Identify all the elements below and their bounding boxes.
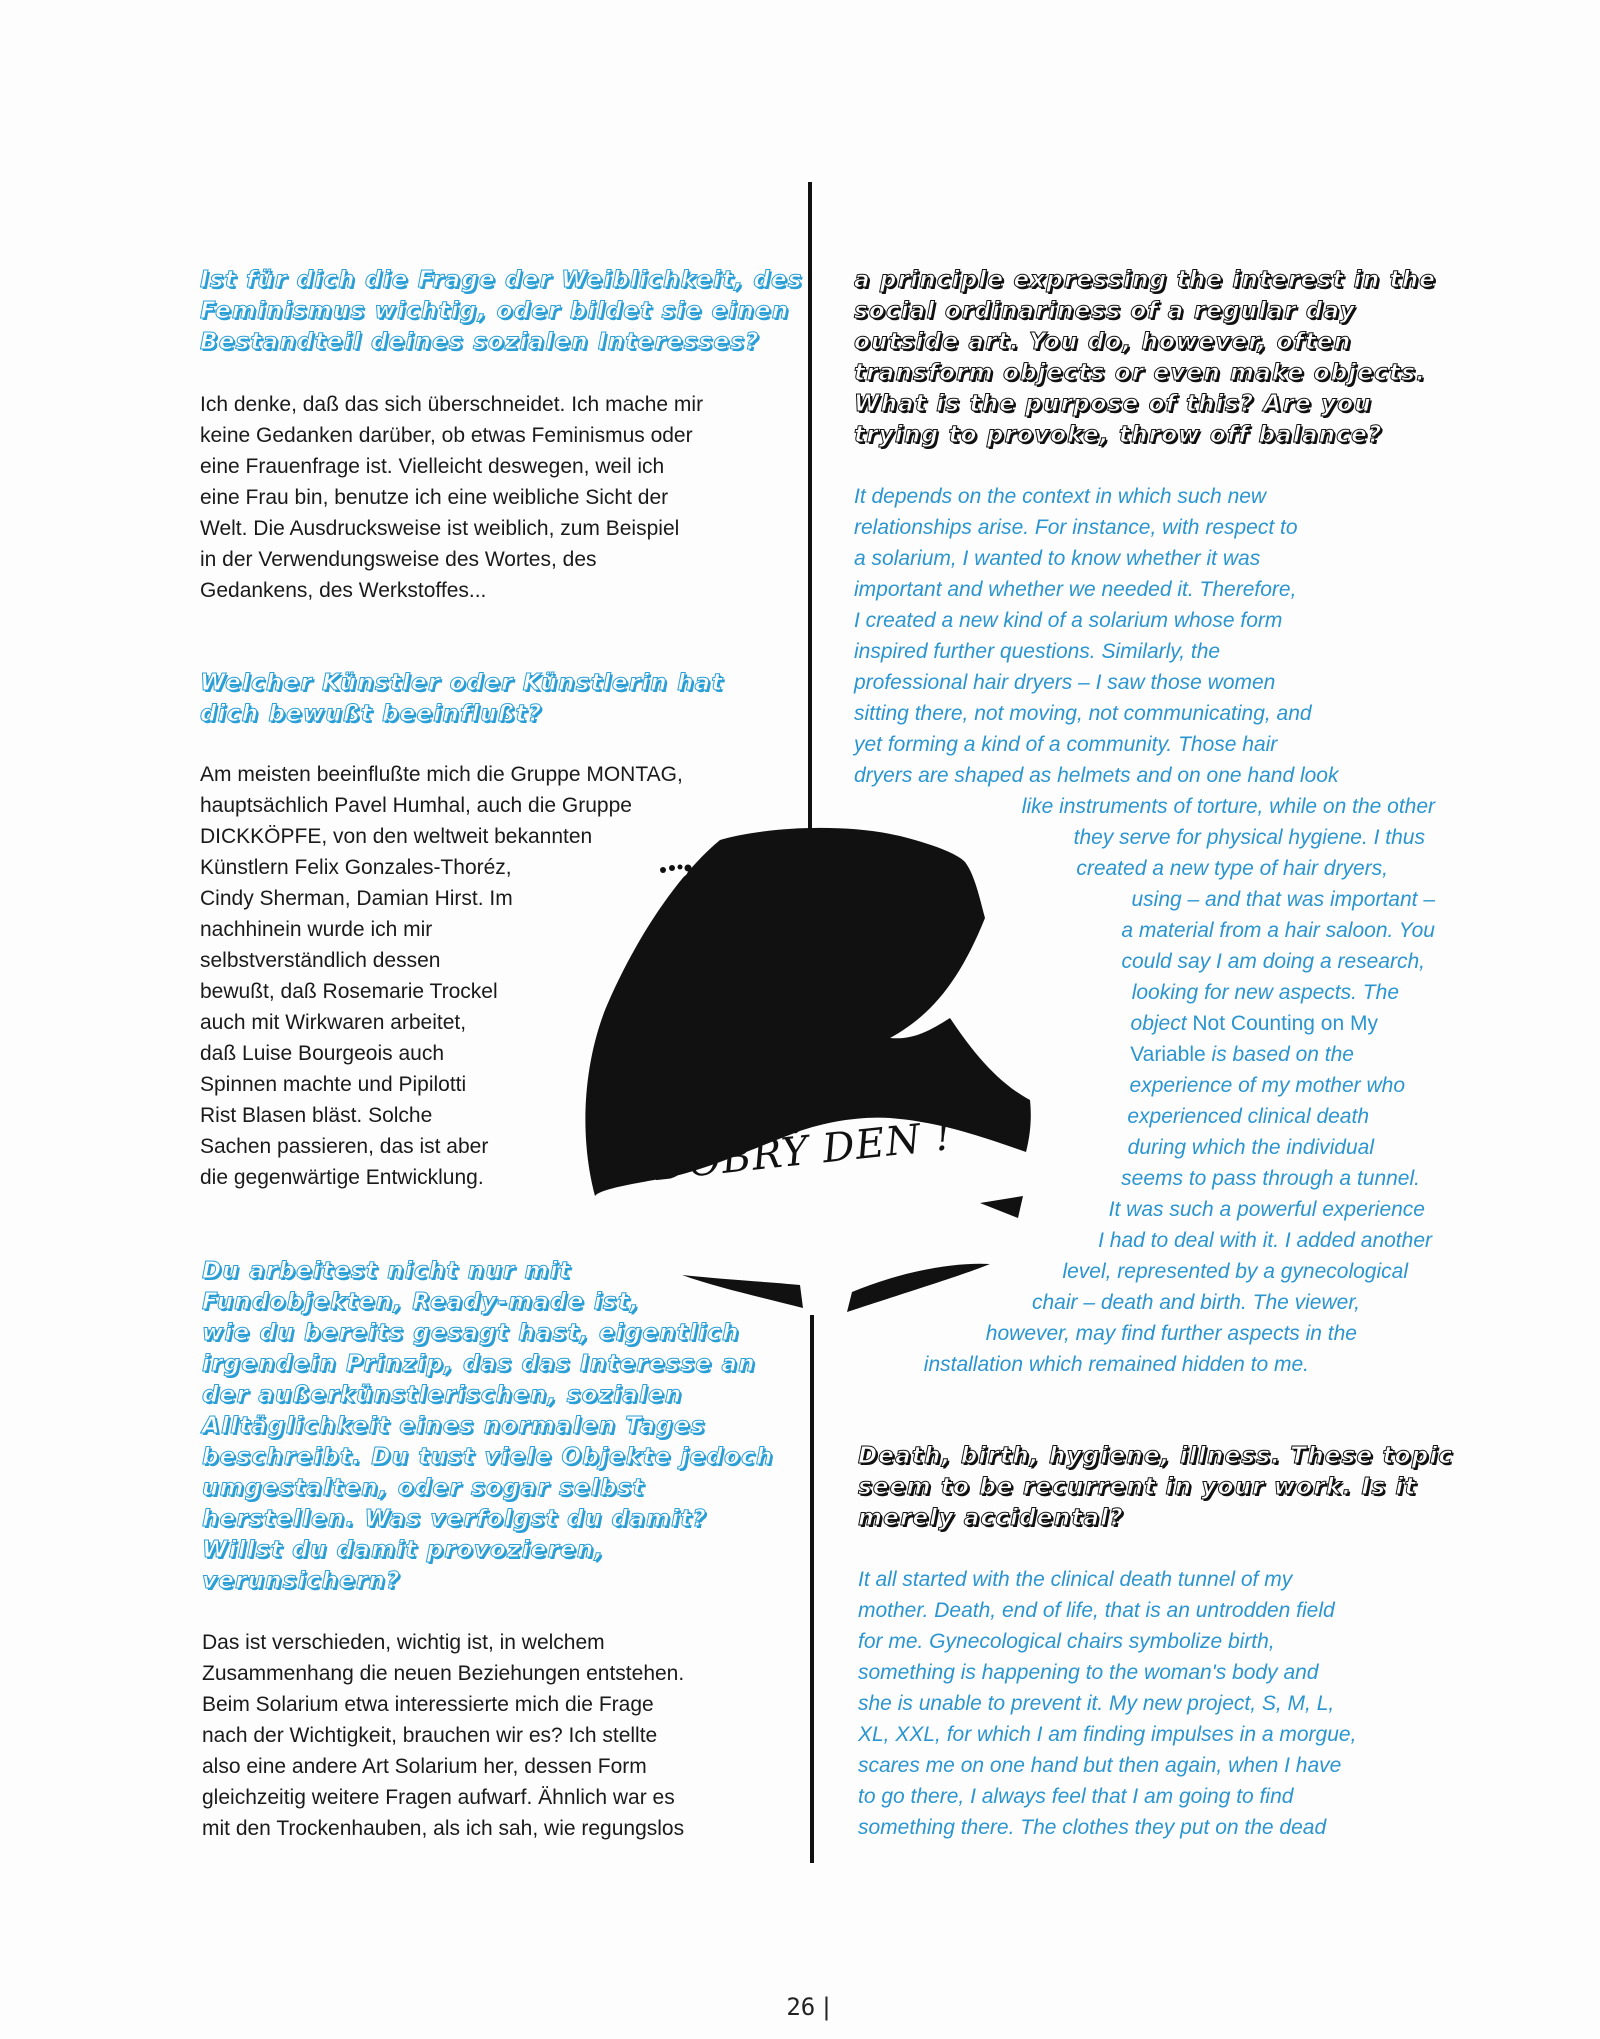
right-answer-2 (858, 1564, 1356, 1843)
text-line: she is unable to prevent it. My new project, S, M, L, (858, 1692, 1335, 1715)
text-line: inspired further questions. Similarly, the (854, 640, 1221, 663)
handwriting-greeting: DOBRÝ DEN ! (652, 1112, 955, 1190)
text-line: looking for new aspects. The (1131, 981, 1399, 1004)
text-line: Welt. Die Ausdrucksweise ist weiblich, zum Beispiel (200, 517, 680, 540)
text-line: Fundobjekten, Ready-made ist, (202, 1289, 640, 1315)
text-line: selbstverständlich dessen (200, 949, 441, 972)
text-line: Das ist verschieden, wichtig ist, in welchem (202, 1631, 605, 1654)
text-line: Zusammenhang die neuen Beziehungen entstehen. (202, 1662, 685, 1685)
text-line: eine Frauenfrage ist. Vielleicht deswegen, weil ich (200, 455, 665, 478)
text-line: dryers are shaped as helmets and on one hand look (854, 764, 1339, 787)
text-line: nach der Wichtigkeit, brauchen wir es? Ich stellte (202, 1724, 658, 1747)
text-line: sitting there, not moving, not communicating, and (854, 702, 1312, 725)
text-line: social ordinariness of a regular day (854, 298, 1356, 324)
text-line: transform objects or even make objects. (854, 360, 1427, 386)
text-line: auch mit Wirkwaren arbeitet, (200, 1011, 467, 1034)
text-line: daß Luise Bourgeois auch (200, 1042, 444, 1065)
text-line: It all started with the clinical death tunnel of my (858, 1568, 1293, 1591)
text-line: bewußt, daß Rosemarie Trockel (200, 980, 498, 1003)
text-line: hauptsächlich Pavel Humhal, auch die Gruppe (200, 794, 632, 817)
text-line (0, 1008, 1378, 1039)
text-line: wie du bereits gesagt hast, eigentlich (202, 1320, 740, 1346)
text-line: keine Gedanken darüber, ob etwas Feminismus oder (200, 424, 693, 447)
column-divider-bottom (810, 1315, 814, 1863)
text-line: DICKKÖPFE, von den weltweit bekannten (200, 825, 593, 848)
left-question-2 (200, 668, 724, 730)
text-fragment: object (1130, 1012, 1193, 1035)
text-line: important and whether we needed it. Therefore, (854, 578, 1297, 601)
text-line: experienced clinical death (1127, 1105, 1369, 1128)
text-line: die gegenwärtige Entwicklung. (200, 1166, 484, 1189)
text-line: beschreibt. Du tust viele Objekte jedoch (202, 1444, 774, 1470)
left-answer-3 (202, 1627, 684, 1844)
text-line: they serve for physical hygiene. I thus (1073, 826, 1425, 849)
text-line: der außerkünstlerischen, sozialen (202, 1382, 683, 1408)
text-line: yet forming a kind of a community. Those hair (854, 733, 1278, 756)
text-line: Am meisten beeinflußte mich die Gruppe MONTAG, (200, 763, 683, 786)
text-line: merely accidental? (858, 1505, 1124, 1531)
text-line: relationships arise. For instance, with respect to (854, 516, 1298, 539)
text-line: I had to deal with it. I added another (1098, 1229, 1432, 1252)
text-line: Feminismus wichtig, oder bildet sie einen (200, 298, 790, 324)
text-line: dich bewußt beeinflußt? (200, 701, 543, 727)
text-line: XL, XXL, for which I am finding impulses in a morgue, (858, 1723, 1357, 1746)
text-line: Death, birth, hygiene, illness. These topic (858, 1443, 1454, 1469)
text-line: chair – death and birth. The viewer, (1031, 1291, 1360, 1314)
text-line: trying to provoke, throw off balance? (854, 422, 1383, 448)
text-line: Ich denke, daß das sich überschneidet. Ich mache mir (200, 393, 704, 416)
text-line: however, may find further aspects in the (985, 1322, 1357, 1345)
text-line: level, represented by a gynecological (1062, 1260, 1408, 1283)
artwork-title: Variable (1130, 1043, 1206, 1066)
text-line: seems to pass through a tunnel. (1121, 1167, 1420, 1190)
text-line: herstellen. Was verfolgst du damit? (202, 1506, 707, 1532)
text-line: Gedankens, des Werkstoffes... (200, 579, 487, 602)
text-line: Du arbeitest nicht nur mit (202, 1258, 571, 1284)
right-question-1 (854, 265, 1436, 451)
text-line: something there. The clothes they put on the dead (858, 1816, 1327, 1839)
text-line: Bestandteil deines sozialen Interesses? (200, 329, 760, 355)
text-line: a solarium, I wanted to know whether it was (854, 547, 1261, 570)
text-line: seem to be recurrent in your work. Is it (858, 1474, 1417, 1500)
text-line: professional hair dryers – I saw those women (854, 671, 1276, 694)
text-line: like instruments of torture, while on the other (1021, 795, 1435, 818)
text-line: I created a new kind of a solarium whose form (854, 609, 1283, 632)
text-line: installation which remained hidden to me. (923, 1353, 1309, 1376)
text-line: mother. Death, end of life, that is an untrodden field (858, 1599, 1335, 1622)
text-line: Willst du damit provozieren, (202, 1537, 605, 1563)
text-line: during which the individual (1127, 1136, 1374, 1159)
text-line: Ist für dich die Frage der Weiblichkeit, des (200, 267, 803, 293)
text-line: outside art. You do, however, often (854, 329, 1352, 355)
text-line: a principle expressing the interest in the (854, 267, 1437, 293)
text-line: Spinnen machte und Pipilotti (200, 1073, 467, 1096)
right-question-2 (858, 1441, 1453, 1534)
text-line: something is happening to the woman's body and (858, 1661, 1319, 1684)
page-number-text: 26 (786, 1993, 816, 2021)
text-line: irgendein Prinzip, das das Interesse an (202, 1351, 756, 1377)
text-line: Cindy Sherman, Damian Hirst. Im (200, 887, 513, 910)
text-line: nachhinein wurde ich mir (200, 918, 433, 941)
text-line: verunsichern? (202, 1568, 401, 1594)
text-line: Rist Blasen bläst. Solche (200, 1104, 433, 1127)
right-answer-1 (854, 481, 1339, 791)
right-answer-1-wrapped (0, 791, 1435, 1380)
text-line: also eine andere Art Solarium her, dessen Form (202, 1755, 647, 1778)
text-line (0, 1039, 1354, 1070)
text-line: eine Frau bin, benutze ich eine weibliche Sicht der (200, 486, 669, 509)
text-line: Sachen passieren, das ist aber (200, 1135, 489, 1158)
text-line: scares me on one hand but then again, when I have (858, 1754, 1342, 1777)
text-line: Künstlern Felix Gonzales-Thoréz, (200, 856, 512, 879)
text-line: What is the purpose of this? Are you (854, 391, 1372, 417)
text-line: gleichzeitig weitere Fragen aufwarf. Ähnlich war es (202, 1786, 675, 1809)
text-line: Beim Solarium etwa interessierte mich die Frage (202, 1693, 654, 1716)
left-question-1 (200, 265, 803, 358)
text-line: for me. Gynecological chairs symbolize birth, (858, 1630, 1275, 1653)
text-fragment: is based on the (1205, 1043, 1354, 1066)
text-line: using – and that was important – (1131, 888, 1435, 911)
text-line: mit den Trockenhauben, als ich sah, wie regungslos (202, 1817, 685, 1840)
text-line: could say I am doing a research, (1121, 950, 1425, 973)
text-line: It depends on the context in which such new (854, 485, 1267, 508)
page-number: 26 | (786, 1993, 834, 2021)
text-line: umgestalten, oder sogar selbst (202, 1475, 645, 1501)
left-answer-1 (200, 389, 703, 606)
text-line: It was such a powerful experience (1108, 1198, 1425, 1221)
text-line: experience of my mother who (1129, 1074, 1405, 1097)
text-line: in der Verwendungsweise des Wortes, des (200, 548, 597, 571)
text-line: created a new type of hair dryers, (1076, 857, 1388, 880)
artwork-title: Not Counting on My (1192, 1012, 1378, 1035)
text-line: to go there, I always feel that I am going to find (858, 1785, 1294, 1808)
text-line: Alltäglichkeit eines normalen Tages (202, 1413, 706, 1439)
text-line: Welcher Künstler oder Künstlerin hat (200, 670, 724, 696)
text-line: a material from a hair saloon. You (1121, 919, 1435, 942)
